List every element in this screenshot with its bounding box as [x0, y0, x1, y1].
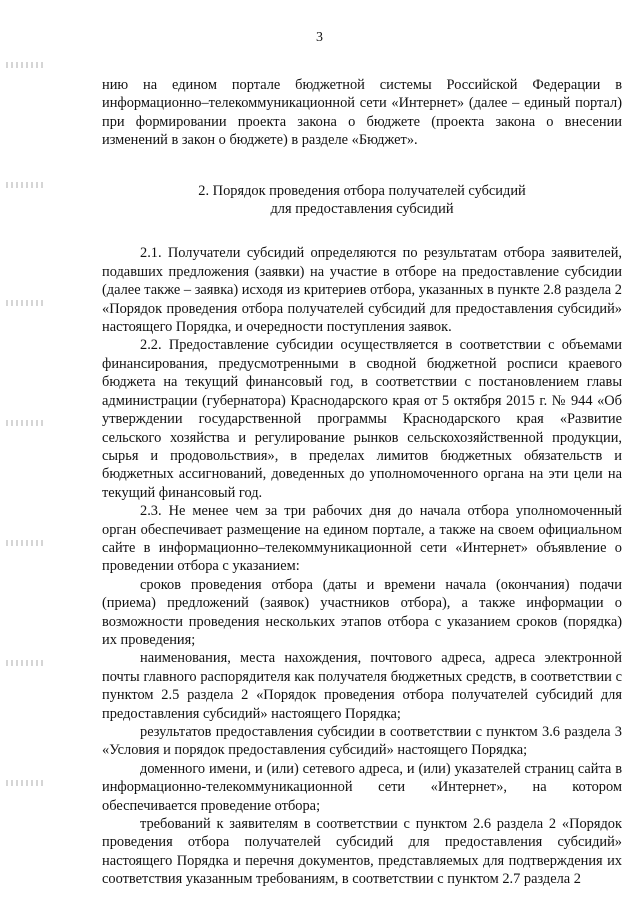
section-heading — [102, 182, 622, 219]
scan-artifact — [6, 62, 46, 68]
paragraph-intro: нию на едином портале бюджетной системы Российской Федерации в информационно–телекоммуникационной сети «Интернет» (далее – единый портал) при формировании проекта закона о бюджете (проекта закона о внесении изменений в закон о бюджете) в разделе «Бюджет». — [102, 77, 622, 149]
scan-artifact — [6, 660, 46, 666]
scan-artifact — [6, 780, 46, 786]
paragraph-2-1: 2.1. Получатели субсидий определяются по результатам отбора заявителей, подавших предложения (заявки) на участие в отборе на предоставление субсидии (далее также – заявка) исходя из критериев отбора, указанных в пункте 2.8 раздела 2 «Порядок проведения отбора получателей субсидий для предоставления субсидий» настоящего Порядка, и очередности поступления заявок. — [102, 245, 622, 336]
document-body — [102, 76, 622, 889]
paragraph-2-2: 2.2. Предоставление субсидии осуществляется в соответствии с объемами финансирования, предусмотренными в сводной бюджетной росписи краевого бюджета на текущий финансовый год, в соответствии с постановлением главы администрации (губернатора) Краснодарского края от 5 октября 2015 г. № 944 «Об утверждении государственной программы Краснодарского края «Развитие сельского хозяйства и регулирование рынков сельскохозяйственной продукции, сырья и продовольствия», в пределах лимитов бюджетных обязательств и бюджетных ассигнований, доведенных до уполномоченного органа на эти цели на текущий финансовый год. — [102, 337, 622, 501]
section-heading-line-1: 2. Порядок проведения отбора получателей субсидий — [198, 182, 526, 199]
scan-artifact — [6, 420, 46, 426]
scan-artifact — [6, 182, 46, 188]
list-item-results: результатов предоставления субсидии в соответствии с пунктом 3.6 раздела 3 «Условия и порядок предоставления субсидий» настоящего Порядка; — [102, 724, 622, 759]
page-number: 3 — [316, 30, 323, 45]
list-item-requirements: требований к заявителям в соответствии с пунктом 2.6 раздела 2 «Порядок проведения отбора получателей субсидий для предоставления субсидий» настоящего Порядка и перечня документов, представляемых для подтверждения их соответствия указанным требованиям, в соответствии с пунктом 2.7 раздела 2 — [102, 816, 622, 888]
paragraph-2-3: 2.3. Не менее чем за три рабочих дня до начала отбора уполномоченный орган обеспечивает размещение на едином портале, а также на своем официальном сайте в информационно–телекоммуникационной сети «Интернет» объявление о проведении отбора с указанием: — [102, 503, 622, 575]
scan-artifact — [6, 300, 46, 306]
list-item-contacts: наименования, места нахождения, почтового адреса, адреса электронной почты главного распорядителя как получателя бюджетных средств, в соответствии с пунктом 2.5 раздела 2 «Порядок проведения отбора получателей субсидий для предоставления субсидий» настоящего Порядка; — [102, 650, 622, 722]
list-item-deadlines: сроков проведения отбора (даты и времени начала (окончания) подачи (приема) предложений (заявок) участников отбора), а также информации о возможности проведения нескольких этапов отбора с указанием сроков (порядка) их проведения; — [102, 576, 622, 648]
list-item-domain: доменного имени, и (или) сетевого адреса, и (или) указателей страниц сайта в информационно-телекоммуникационной сети «Интернет», на котором обеспечивается проведение отбора; — [102, 760, 622, 814]
section-heading-line-2: для предоставления субсидий — [270, 201, 454, 218]
scan-artifact — [6, 540, 46, 546]
